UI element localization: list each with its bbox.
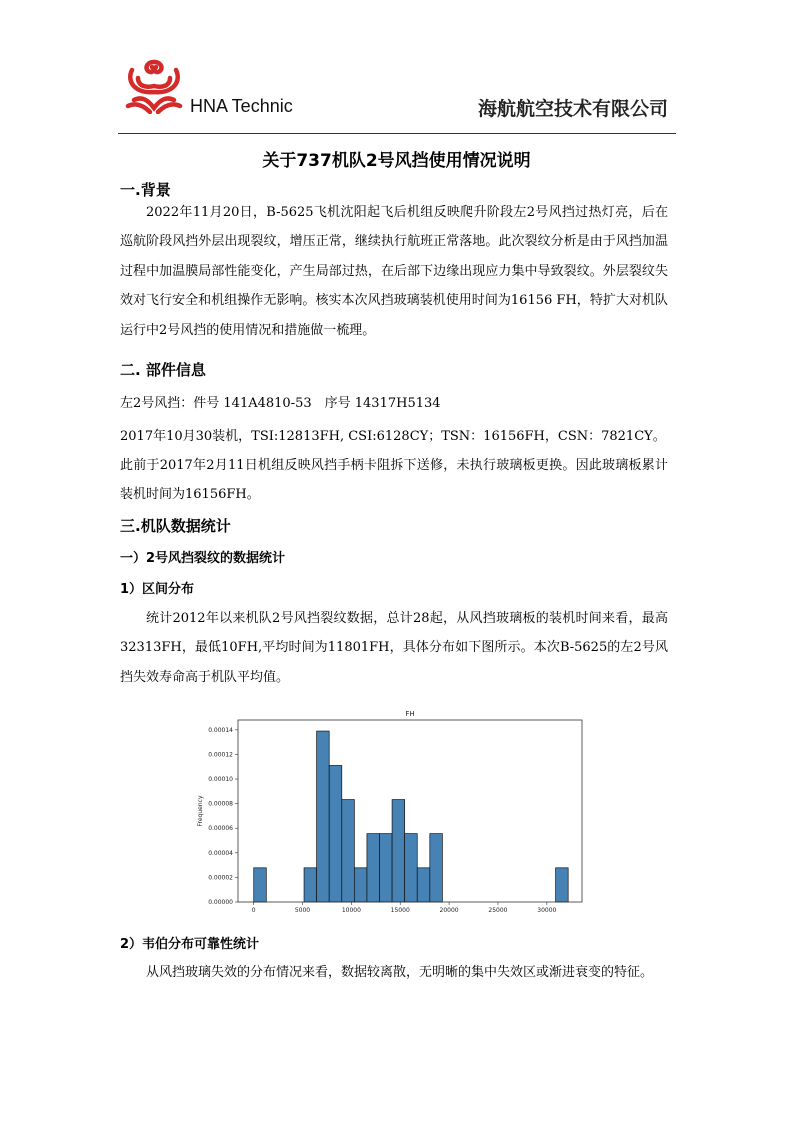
subheading-crack-stats: 一）2号风挡裂纹的数据统计	[120, 551, 286, 566]
x-tick-label: 30000	[537, 907, 557, 914]
histogram-bar	[329, 766, 342, 903]
section-heading-part-info: 二. 部件信息	[120, 361, 206, 379]
y-tick-label: 0.00012	[208, 751, 233, 759]
x-tick-label: 25000	[488, 907, 508, 914]
histogram-bar	[556, 868, 569, 902]
histogram-bar	[342, 800, 355, 902]
document-title: 关于737机队2号风挡使用情况说明	[262, 151, 531, 171]
histogram-bar	[417, 868, 430, 902]
histogram-bar	[430, 834, 443, 902]
section-heading-fleet-stats: 三.机队数据统计	[120, 517, 231, 535]
chart-title: FH	[405, 710, 415, 718]
fh-histogram-chart	[190, 705, 590, 925]
hna-logo-icon	[124, 56, 184, 114]
histogram-bar	[405, 834, 418, 902]
y-tick-label: 0.00014	[208, 726, 233, 734]
x-tick-label: 10000	[341, 907, 361, 914]
y-tick-label: 0.00006	[208, 825, 233, 833]
subheading-weibull: 2）韦伯分布可靠性统计	[120, 937, 260, 952]
part-number-line: 左2号风挡：件号 141A4810-53 序号 14317H5134	[120, 396, 441, 411]
background-paragraph: 2022年11月20日，B-5625飞机沈阳起飞后机组反映爬升阶段左2号风挡过热灯亮，后在巡航阶段风挡外层出现裂纹，增压正常，继续执行航班正常落地。此次裂纹分析是由于风挡加温过程中加温膜局部性能变化，产生局部过热，在后部下边缘出现应力集中导致裂纹。外层裂纹失效对飞行安全和机组操作无影响。核实本次风挡玻璃装机使用时间为16156 FH，特扩大对机队运行中2号风挡的使用情况和措施做一梳理。	[120, 205, 668, 338]
histogram-bar	[254, 868, 267, 902]
y-tick-label: 0.00008	[208, 800, 233, 808]
y-tick-label: 0.00000	[208, 899, 233, 906]
y-tick-label: 0.00010	[208, 776, 233, 784]
y-tick-label: 0.00004	[208, 849, 233, 857]
header-divider	[118, 133, 676, 134]
weibull-paragraph: 从风挡玻璃失效的分布情况来看，数据较离散，无明晰的集中失效区或渐进衰变的特征。	[146, 965, 654, 980]
page-header	[118, 52, 676, 134]
histogram-bar	[317, 731, 330, 902]
histogram-bar	[354, 868, 367, 902]
y-tick-label: 0.00002	[208, 874, 233, 882]
histogram-bar	[380, 834, 393, 902]
x-tick-label: 20000	[439, 907, 459, 914]
distribution-paragraph: 统计2012年以来机队2号风挡裂纹数据，总计28起，从风挡玻璃板的装机时间来看，最高32313FH，最低10FH,平均时间为11801FH，具体分布如下图所示。本次B-5625的左2号风挡失效寿命高于机队平均值。	[120, 611, 668, 685]
x-tick-label: 15000	[390, 907, 410, 914]
part-history-paragraph: 此前于2017年2月11日机组反映风挡手柄卡阻拆下送修，未执行玻璃板更换。因此玻璃板累计装机时间为16156FH。	[120, 458, 668, 503]
histogram-bar	[367, 834, 380, 902]
subheading-interval-distribution: 1）区间分布	[120, 582, 195, 597]
company-name: 海航航空技术有限公司	[477, 98, 668, 120]
brand-name: HNA Technic	[190, 96, 293, 116]
install-info-line: 2017年10月30装机，TSI:12813FH, CSI:6128CY；TSN：16156FH，CSN：7821CY。	[120, 429, 666, 444]
histogram-bar	[392, 800, 405, 902]
histogram-bar	[304, 868, 317, 902]
x-tick-label: 5000	[294, 907, 311, 914]
section-heading-background: 一.背景	[120, 181, 171, 199]
chart-y-axis-label: Frequency	[197, 795, 204, 827]
x-tick-label: 0	[251, 907, 256, 914]
